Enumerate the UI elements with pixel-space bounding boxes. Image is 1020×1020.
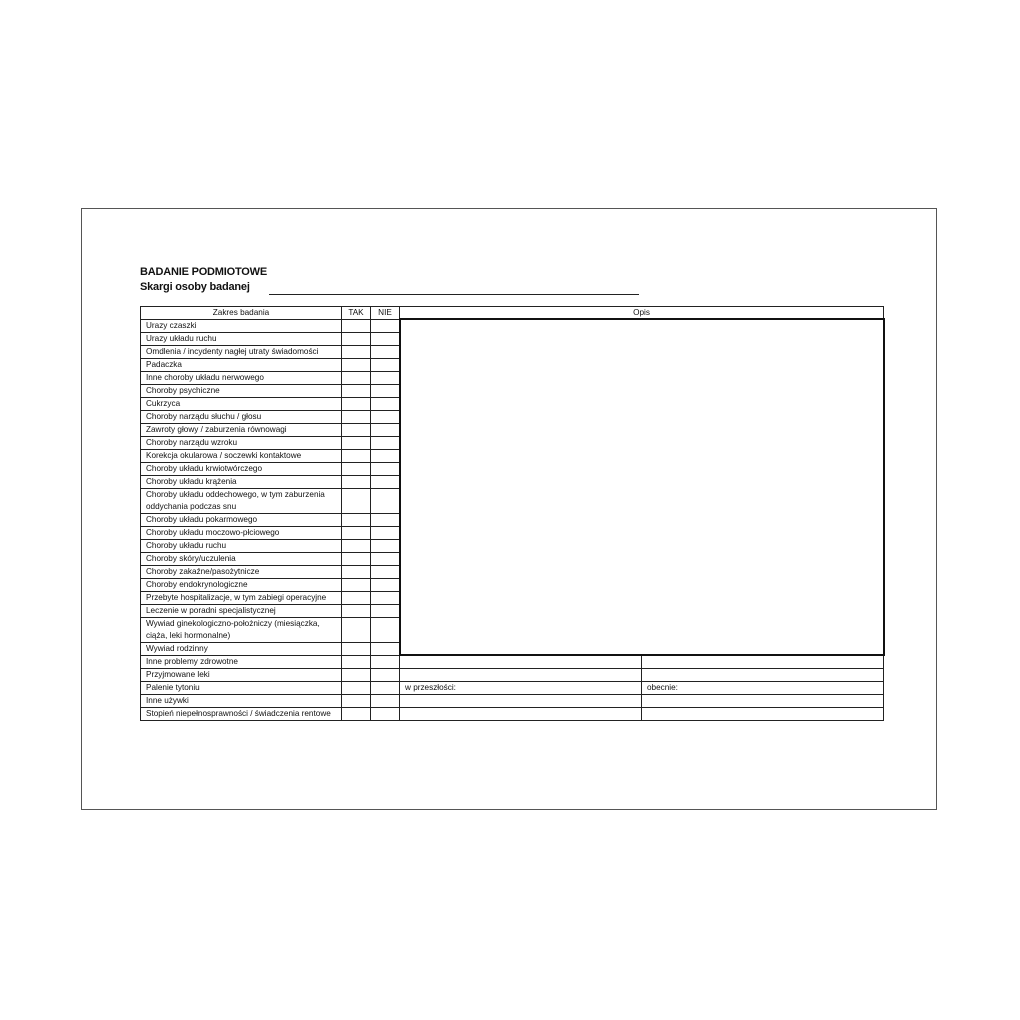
nie-cell[interactable] bbox=[371, 642, 400, 655]
tak-cell[interactable] bbox=[342, 423, 371, 436]
nie-cell[interactable] bbox=[371, 436, 400, 449]
nie-cell[interactable] bbox=[371, 591, 400, 604]
tak-cell[interactable] bbox=[342, 475, 371, 488]
nie-cell[interactable] bbox=[371, 371, 400, 384]
row-label: Wywiad ginekologiczno-położniczy (miesiączka, ciąża, leki hormonalne) bbox=[141, 617, 342, 642]
complaints-input-line[interactable] bbox=[269, 294, 639, 295]
table-row bbox=[141, 655, 884, 669]
tak-cell[interactable] bbox=[342, 332, 371, 345]
row-label: Choroby układu oddechowego, w tym zaburzenia oddychania podczas snu bbox=[141, 488, 342, 513]
nie-cell[interactable] bbox=[371, 513, 400, 526]
nie-cell[interactable] bbox=[371, 475, 400, 488]
nie-cell[interactable] bbox=[371, 669, 400, 682]
nie-cell[interactable] bbox=[371, 397, 400, 410]
row-label: Leczenie w poradni specjalistycznej bbox=[141, 604, 342, 617]
nie-cell[interactable] bbox=[371, 449, 400, 462]
row-label: Choroby układu krążenia bbox=[141, 475, 342, 488]
row-label: Przyjmowane leki bbox=[141, 669, 342, 682]
row-label: Choroby układu ruchu bbox=[141, 539, 342, 552]
nie-cell[interactable] bbox=[371, 539, 400, 552]
tak-cell[interactable] bbox=[342, 708, 371, 721]
tak-cell[interactable] bbox=[342, 578, 371, 591]
tak-cell[interactable] bbox=[342, 682, 371, 695]
tak-cell[interactable] bbox=[342, 617, 371, 642]
table-row bbox=[141, 708, 884, 721]
opis-right-cell[interactable] bbox=[642, 708, 884, 721]
tak-cell[interactable] bbox=[342, 565, 371, 578]
row-label: Korekcja okularowa / soczewki kontaktowe bbox=[141, 449, 342, 462]
nie-cell[interactable] bbox=[371, 423, 400, 436]
row-label: Stopień niepełnosprawności / świadczenia rentowe bbox=[141, 708, 342, 721]
row-label: Choroby narządu słuchu / głosu bbox=[141, 410, 342, 423]
tak-cell[interactable] bbox=[342, 462, 371, 475]
tak-cell[interactable] bbox=[342, 669, 371, 682]
nie-cell[interactable] bbox=[371, 358, 400, 371]
nie-cell[interactable] bbox=[371, 708, 400, 721]
nie-cell[interactable] bbox=[371, 552, 400, 565]
nie-cell[interactable] bbox=[371, 617, 400, 642]
nie-cell[interactable] bbox=[371, 462, 400, 475]
tak-cell[interactable] bbox=[342, 552, 371, 565]
nie-cell[interactable] bbox=[371, 565, 400, 578]
tak-cell[interactable] bbox=[342, 397, 371, 410]
row-label: Urazy czaszki bbox=[141, 319, 342, 332]
tak-cell[interactable] bbox=[342, 345, 371, 358]
tak-cell[interactable] bbox=[342, 513, 371, 526]
form-title: BADANIE PODMIOTOWE bbox=[140, 266, 267, 278]
row-label: Choroby układu pokarmowego bbox=[141, 513, 342, 526]
tak-cell[interactable] bbox=[342, 526, 371, 539]
tak-cell[interactable] bbox=[342, 539, 371, 552]
header-tak: TAK bbox=[342, 307, 371, 320]
smoking-current-cell[interactable]: obecnie: bbox=[642, 682, 884, 695]
nie-cell[interactable] bbox=[371, 384, 400, 397]
opis-right-cell[interactable] bbox=[642, 655, 884, 669]
opis-left-cell[interactable] bbox=[400, 695, 642, 708]
row-label: Inne problemy zdrowotne bbox=[141, 655, 342, 669]
row-label: Choroby psychiczne bbox=[141, 384, 342, 397]
tak-cell[interactable] bbox=[342, 695, 371, 708]
row-label: Choroby endokrynologiczne bbox=[141, 578, 342, 591]
tak-cell[interactable] bbox=[342, 604, 371, 617]
nie-cell[interactable] bbox=[371, 655, 400, 669]
header-nie: NIE bbox=[371, 307, 400, 320]
opis-left-cell[interactable] bbox=[400, 669, 642, 682]
nie-cell[interactable] bbox=[371, 526, 400, 539]
smoking-past-cell[interactable]: w przeszłości: bbox=[400, 682, 642, 695]
tak-cell[interactable] bbox=[342, 642, 371, 655]
opis-left-cell[interactable] bbox=[400, 708, 642, 721]
tak-cell[interactable] bbox=[342, 384, 371, 397]
tak-cell[interactable] bbox=[342, 591, 371, 604]
tak-cell[interactable] bbox=[342, 371, 371, 384]
row-label: Choroby układu krwiotwórczego bbox=[141, 462, 342, 475]
row-label: Cukrzyca bbox=[141, 397, 342, 410]
tak-cell[interactable] bbox=[342, 655, 371, 669]
tak-cell[interactable] bbox=[342, 488, 371, 513]
row-label: Choroby skóry/uczulenia bbox=[141, 552, 342, 565]
nie-cell[interactable] bbox=[371, 332, 400, 345]
tak-cell[interactable] bbox=[342, 449, 371, 462]
form-subtitle: Skargi osoby badanej bbox=[140, 281, 250, 293]
row-label: Wywiad rodzinny bbox=[141, 642, 342, 655]
tak-cell[interactable] bbox=[342, 436, 371, 449]
examination-table bbox=[140, 306, 885, 721]
row-label: Urazy układu ruchu bbox=[141, 332, 342, 345]
table-row bbox=[141, 319, 884, 332]
row-label: Przebyte hospitalizacje, w tym zabiegi operacyjne bbox=[141, 591, 342, 604]
table-row bbox=[141, 669, 884, 682]
table-header-row bbox=[141, 307, 884, 320]
nie-cell[interactable] bbox=[371, 604, 400, 617]
nie-cell[interactable] bbox=[371, 345, 400, 358]
nie-cell[interactable] bbox=[371, 682, 400, 695]
row-label: Padaczka bbox=[141, 358, 342, 371]
opis-right-cell[interactable] bbox=[642, 669, 884, 682]
header-opis: Opis bbox=[400, 307, 884, 320]
row-label: Palenie tytoniu bbox=[141, 682, 342, 695]
opis-box[interactable] bbox=[400, 319, 884, 655]
row-label: Inne używki bbox=[141, 695, 342, 708]
opis-right-cell[interactable] bbox=[642, 695, 884, 708]
tak-cell[interactable] bbox=[342, 319, 371, 332]
nie-cell[interactable] bbox=[371, 319, 400, 332]
row-label: Inne choroby układu nerwowego bbox=[141, 371, 342, 384]
table-row bbox=[141, 682, 884, 695]
table-row bbox=[141, 695, 884, 708]
nie-cell[interactable] bbox=[371, 410, 400, 423]
row-label: Omdlenia / incydenty nagłej utraty świadomości bbox=[141, 345, 342, 358]
opis-left-cell[interactable] bbox=[400, 655, 642, 669]
nie-cell[interactable] bbox=[371, 488, 400, 513]
tak-cell[interactable] bbox=[342, 358, 371, 371]
row-label: Choroby narządu wzroku bbox=[141, 436, 342, 449]
tak-cell[interactable] bbox=[342, 410, 371, 423]
row-label: Choroby zakaźne/pasożytnicze bbox=[141, 565, 342, 578]
row-label: Zawroty głowy / zaburzenia równowagi bbox=[141, 423, 342, 436]
nie-cell[interactable] bbox=[371, 578, 400, 591]
nie-cell[interactable] bbox=[371, 695, 400, 708]
header-zakres: Zakres badania bbox=[141, 307, 342, 320]
row-label: Choroby układu moczowo-płciowego bbox=[141, 526, 342, 539]
